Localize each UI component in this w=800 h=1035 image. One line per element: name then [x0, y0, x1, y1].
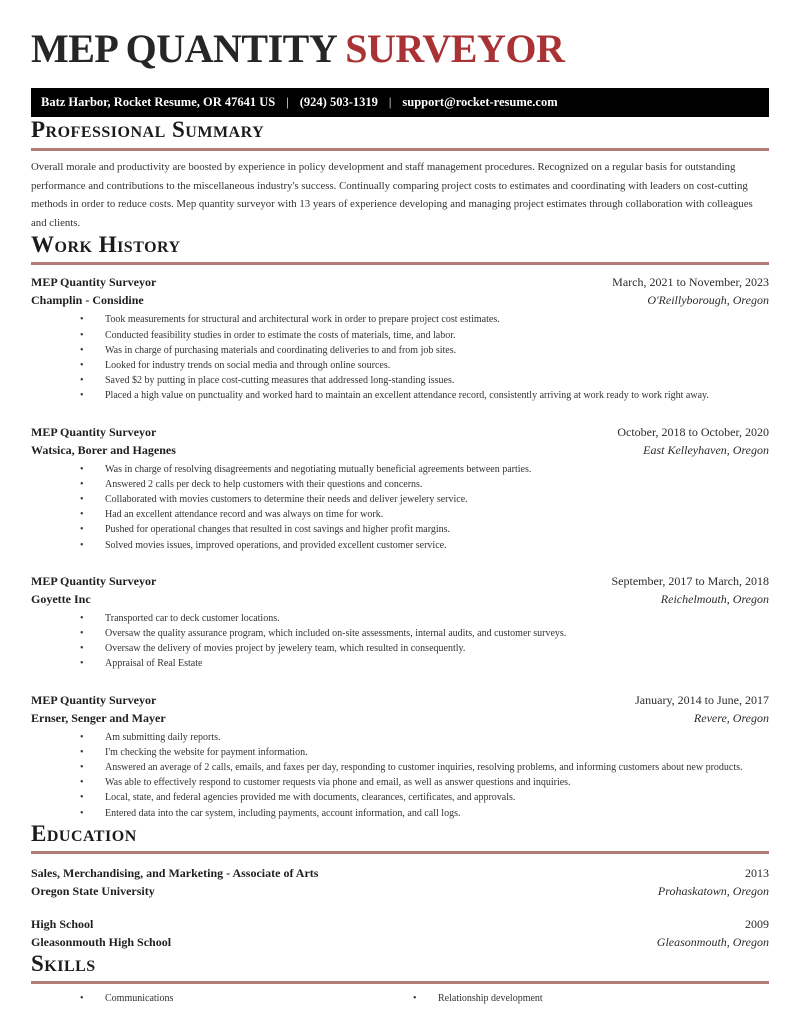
- job-title-row: [31, 691, 769, 709]
- job-title-row: [31, 572, 769, 590]
- job-company-row: [31, 291, 769, 309]
- job-bullet: • Placed a high value on punctuality and worked hard to maintain an excellent attendance record, consistently arriving at work ready to work right away.: [31, 388, 769, 403]
- skills-divider: [31, 981, 769, 984]
- skills-list: [31, 991, 697, 1006]
- job-dates: March, 2021 to November, 2023: [612, 275, 769, 290]
- job-title: MEP Quantity Surveyor: [31, 692, 157, 707]
- job-company: Goyette Inc: [31, 591, 91, 606]
- job-title: MEP Quantity Surveyor: [31, 424, 157, 439]
- education-school-row: [31, 882, 769, 900]
- work-history-divider: [31, 262, 769, 265]
- job-title: MEP Quantity Surveyor: [31, 275, 157, 290]
- job-bullet: • I'm checking the website for payment information.: [31, 745, 769, 760]
- job-title: MEP Quantity Surveyor: [31, 573, 157, 588]
- job-title-row: [31, 423, 769, 441]
- contact-phone: (924) 503-1319: [299, 95, 378, 109]
- job-bullet: • Was in charge of purchasing materials and coordinating deliveries to and from job sites.: [31, 343, 769, 358]
- education-school: Oregon State University: [31, 883, 155, 898]
- education-degree: High School: [31, 916, 94, 931]
- job-bullet-list: [31, 730, 769, 821]
- education-location: Prohaskatown, Oregon: [657, 883, 769, 898]
- job-bullet-list: [31, 312, 769, 403]
- job-bullet: • Transported car to deck customer locations.: [31, 611, 769, 626]
- job-bullet: • Local, state, and federal agencies provided me with documents, clearances, certificates, and approvals.: [31, 790, 769, 805]
- education-year: 2013: [745, 865, 769, 880]
- job-company-row: [31, 441, 769, 459]
- resume-title-primary: MEP QUANTITY: [31, 26, 346, 71]
- job-bullet: • Pushed for operational changes that resulted in cost savings and higher profit margins.: [31, 522, 769, 537]
- job-bullet: • Oversaw the delivery of movies project by jewelery team, which resulted in consequently.: [31, 641, 769, 656]
- education-degree: Sales, Merchandising, and Marketing - Associate of Arts: [31, 865, 319, 880]
- job-bullet: • Am submitting daily reports.: [31, 730, 769, 745]
- education-divider: [31, 851, 769, 854]
- job-entry: [31, 572, 769, 672]
- job-company: Ernser, Senger and Mayer: [31, 710, 166, 725]
- summary-text: Overall morale and productivity are boosted by experience in policy development and staff management procedures. Recognized on a regular basis for outstanding performance and contributions to the miscellaneous industry's success. Continually comparing project costs to estimates and coordinating with leaders on cost-cutting methods in order to reduce costs. Mep quantity surveyor with 13 years of experience developing and managing project estimates through collaboration with colleagues and clients.: [31, 161, 753, 229]
- job-company-row: [31, 590, 769, 608]
- skills-heading: Skills: [31, 950, 96, 976]
- job-bullet: • Collaborated with movies customers to determine their needs and deliver jewelery service.: [31, 492, 769, 507]
- education-location: Gleasonmouth, Oregon: [656, 934, 769, 949]
- job-dates: October, 2018 to October, 2020: [617, 424, 769, 439]
- job-title-row: [31, 273, 769, 291]
- job-company: Champlin - Considine: [31, 293, 144, 308]
- job-bullet: • Was able to effectively respond to customer requests via phone and email, as well as answer questions and inquiries.: [31, 775, 769, 790]
- education-entry: [31, 915, 769, 951]
- job-location: Revere, Oregon: [693, 710, 769, 725]
- job-bullet: • Entered data into the car system, including payments, account information, and call logs.: [31, 806, 769, 821]
- job-entry: [31, 691, 769, 821]
- contact-separator: |: [286, 95, 289, 109]
- skill-item: • Relationship development: [364, 991, 697, 1006]
- summary-divider: [31, 148, 769, 151]
- job-bullet: • Looked for industry trends on social media and through online sources.: [31, 358, 769, 373]
- skill-item: • Communications: [31, 991, 364, 1006]
- summary-heading: Professional Summary: [31, 117, 265, 142]
- job-dates: September, 2017 to March, 2018: [611, 573, 769, 588]
- job-bullet: • Saved $2 by putting in place cost-cutting measures that addressed long-standing issues.: [31, 373, 769, 388]
- education-school: Gleasonmouth High School: [31, 934, 172, 949]
- contact-address: Batz Harbor, Rocket Resume, OR 47641 US: [41, 95, 276, 109]
- education-entry: [31, 864, 769, 900]
- education-degree-row: [31, 864, 769, 882]
- job-bullet: • Solved movies issues, improved operations, and provided excellent customer service.: [31, 538, 769, 553]
- job-bullet: • Took measurements for structural and architectural work in order to prepare project cost estimates.: [31, 312, 769, 327]
- contact-email: support@rocket-resume.com: [402, 95, 558, 109]
- job-entry: [31, 423, 769, 553]
- job-bullet: • Appraisal of Real Estate: [31, 656, 769, 671]
- education-year: 2009: [745, 916, 769, 931]
- job-dates: January, 2014 to June, 2017: [635, 692, 769, 707]
- job-bullet: • Oversaw the quality assurance program, which included on-site assessments, internal audits, and customer surveys.: [31, 626, 769, 641]
- job-entry: [31, 273, 769, 403]
- contact-bar: [31, 88, 769, 117]
- work-history-heading: Work History: [31, 232, 181, 258]
- job-company: Watsica, Borer and Hagenes: [31, 442, 176, 457]
- job-location: O'Reillyborough, Oregon: [647, 293, 769, 308]
- job-bullet: • Had an excellent attendance record and was always on time for work.: [31, 507, 769, 522]
- job-bullet-list: [31, 611, 769, 672]
- job-bullet: • Answered an average of 2 calls, emails, and faxes per day, responding to customer inquiries, resolving problems, and informing customers about new products.: [31, 760, 769, 775]
- resume-title-accent: SURVEYOR: [345, 26, 565, 71]
- education-degree-row: [31, 915, 769, 933]
- job-location: East Kelleyhaven, Oregon: [643, 442, 769, 457]
- job-bullet: • Conducted feasibility studies in order to estimate the costs of materials, time, and labor.: [31, 328, 769, 343]
- education-heading: Education: [31, 820, 137, 846]
- job-location: Reichelmouth, Oregon: [660, 591, 769, 606]
- job-company-row: [31, 709, 769, 727]
- job-bullet: • Was in charge of resolving disagreements and negotiating mutually beneficial agreements between parties.: [31, 462, 769, 477]
- contact-separator: |: [388, 95, 392, 109]
- job-bullet-list: [31, 462, 769, 553]
- resume-title: [31, 28, 769, 70]
- job-bullet: • Answered 2 calls per deck to help customers with their questions and concerns.: [31, 477, 769, 492]
- education-school-row: [31, 933, 769, 951]
